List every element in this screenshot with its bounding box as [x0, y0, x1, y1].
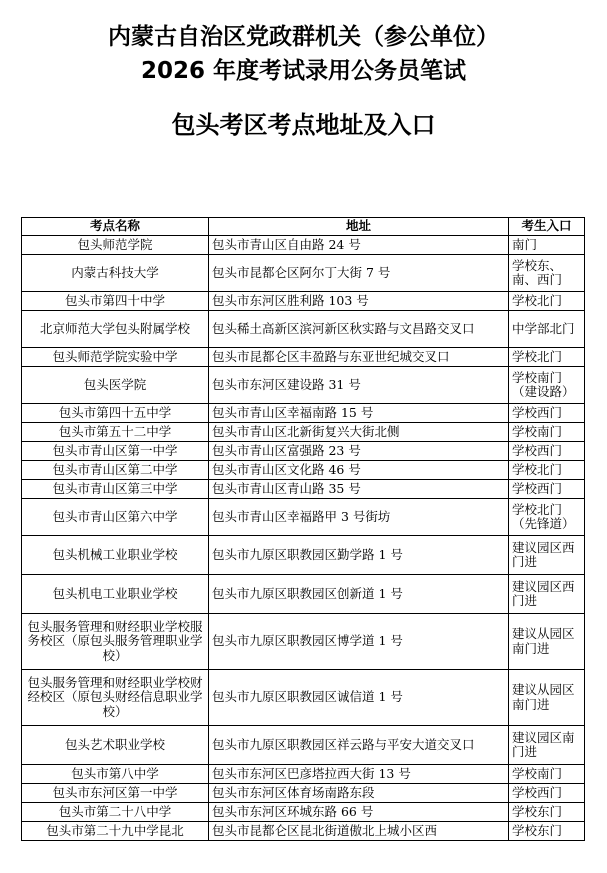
site-address-cell: 包头市东河区体育场南路东段	[209, 784, 509, 803]
table-row	[22, 822, 585, 841]
table-row	[22, 670, 585, 726]
site-address-cell: 包头市东河区胜利路 103 号	[209, 292, 509, 311]
site-entrance-cell: 学校西门	[509, 480, 585, 499]
site-address-cell: 包头市昆都仑区昆北街道傲北上城小区西	[209, 822, 509, 841]
site-entrance-cell: 学校东门	[509, 803, 585, 822]
site-address-cell: 包头市九原区职教园区诚信道 1 号	[209, 670, 509, 726]
site-entrance-cell: 学校北门	[509, 348, 585, 367]
site-address-cell: 包头市昆都仑区丰盈路与东亚世纪城交叉口	[209, 348, 509, 367]
exam-site-table	[21, 217, 585, 841]
site-entrance-cell: 学校北门（先锋道）	[509, 499, 585, 536]
site-address-cell: 包头市九原区职教园区祥云路与平安大道交叉口	[209, 726, 509, 765]
site-address-cell: 包头市东河区巴彦塔拉西大街 13 号	[209, 765, 509, 784]
site-entrance-cell: 建议园区西门进	[509, 536, 585, 575]
table-row	[22, 784, 585, 803]
document-subtitle: 包头考区考点地址及入口	[171, 111, 436, 139]
table-row	[22, 803, 585, 822]
site-entrance-cell: 中学部北门	[509, 311, 585, 348]
site-address-cell: 包头市九原区职教园区勤学路 1 号	[209, 536, 509, 575]
site-name-cell: 包头艺术职业学校	[22, 726, 209, 765]
site-entrance-cell: 学校西门	[509, 784, 585, 803]
table-row	[22, 292, 585, 311]
site-entrance-cell: 学校北门	[509, 292, 585, 311]
column-header-entrance: 考生入口	[509, 218, 585, 236]
site-address-cell: 包头市青山区青山路 35 号	[209, 480, 509, 499]
site-entrance-cell: 学校东门	[509, 822, 585, 841]
table-row	[22, 614, 585, 670]
site-entrance-cell: 学校东、南、西门	[509, 255, 585, 292]
site-name-cell: 包头市青山区第六中学	[22, 499, 209, 536]
site-name-cell: 包头市青山区第一中学	[22, 442, 209, 461]
table-row	[22, 726, 585, 765]
document-title-line1: 内蒙古自治区党政群机关（参公单位）	[108, 24, 499, 50]
site-address-cell: 包头市昆都仑区阿尔丁大街 7 号	[209, 255, 509, 292]
column-header-name: 考点名称	[22, 218, 209, 236]
site-name-cell: 包头机械工业职业学校	[22, 536, 209, 575]
site-address-cell: 包头稀土高新区滨河新区秋实路与文昌路交叉口	[209, 311, 509, 348]
site-name-cell: 包头市第二十八中学	[22, 803, 209, 822]
site-name-cell: 包头市第四十五中学	[22, 404, 209, 423]
table-row	[22, 499, 585, 536]
table-row	[22, 423, 585, 442]
site-address-cell: 包头市东河区环城东路 66 号	[209, 803, 509, 822]
table-row	[22, 765, 585, 784]
site-entrance-cell: 学校南门	[509, 423, 585, 442]
site-entrance-cell: 学校北门	[509, 461, 585, 480]
site-entrance-cell: 学校南门	[509, 765, 585, 784]
site-name-cell: 包头市第八中学	[22, 765, 209, 784]
table-row	[22, 575, 585, 614]
site-name-cell: 包头服务管理和财经职业学校服务校区（原包头服务管理职业学校）	[22, 614, 209, 670]
site-address-cell: 包头市九原区职教园区创新道 1 号	[209, 575, 509, 614]
table-row	[22, 367, 585, 404]
site-name-cell: 内蒙古科技大学	[22, 255, 209, 292]
site-entrance-cell: 学校西门	[509, 404, 585, 423]
site-name-cell: 包头市青山区第二中学	[22, 461, 209, 480]
site-entrance-cell: 学校南门（建设路）	[509, 367, 585, 404]
site-name-cell: 北京师范大学包头附属学校	[22, 311, 209, 348]
site-name-cell: 包头机电工业职业学校	[22, 575, 209, 614]
site-name-cell: 包头市第二十九中学昆北	[22, 822, 209, 841]
site-name-cell: 包头师范学院	[22, 236, 209, 255]
site-name-cell: 包头市东河区第一中学	[22, 784, 209, 803]
table-header-row	[22, 218, 585, 236]
site-name-cell: 包头师范学院实验中学	[22, 348, 209, 367]
site-entrance-cell: 南门	[509, 236, 585, 255]
site-address-cell: 包头市青山区北新街复兴大街北侧	[209, 423, 509, 442]
site-name-cell: 包头市青山区第三中学	[22, 480, 209, 499]
site-name-cell: 包头市第四十中学	[22, 292, 209, 311]
site-address-cell: 包头市青山区幸福南路 15 号	[209, 404, 509, 423]
column-header-address: 地址	[209, 218, 509, 236]
site-address-cell: 包头市九原区职教园区博学道 1 号	[209, 614, 509, 670]
site-name-cell: 包头服务管理和财经职业学校财经校区（原包头财经信息职业学校）	[22, 670, 209, 726]
site-name-cell: 包头市第五十二中学	[22, 423, 209, 442]
site-entrance-cell: 建议从园区南门进	[509, 670, 585, 726]
site-address-cell: 包头市东河区建设路 31 号	[209, 367, 509, 404]
table-row	[22, 404, 585, 423]
site-name-cell: 包头医学院	[22, 367, 209, 404]
table-row	[22, 255, 585, 292]
site-address-cell: 包头市青山区文化路 46 号	[209, 461, 509, 480]
site-entrance-cell: 建议园区西门进	[509, 575, 585, 614]
table-row	[22, 236, 585, 255]
site-address-cell: 包头市青山区自由路 24 号	[209, 236, 509, 255]
site-entrance-cell: 学校西门	[509, 442, 585, 461]
table-row	[22, 348, 585, 367]
table-row	[22, 461, 585, 480]
document-title-line2: 2026 年度考试录用公务员笔试	[140, 58, 467, 84]
table-row	[22, 480, 585, 499]
table-row	[22, 311, 585, 348]
table-row	[22, 442, 585, 461]
site-address-cell: 包头市青山区富强路 23 号	[209, 442, 509, 461]
site-entrance-cell: 建议从园区南门进	[509, 614, 585, 670]
table-row	[22, 536, 585, 575]
site-entrance-cell: 建议园区南门进	[509, 726, 585, 765]
site-address-cell: 包头市青山区幸福路甲 3 号街坊	[209, 499, 509, 536]
